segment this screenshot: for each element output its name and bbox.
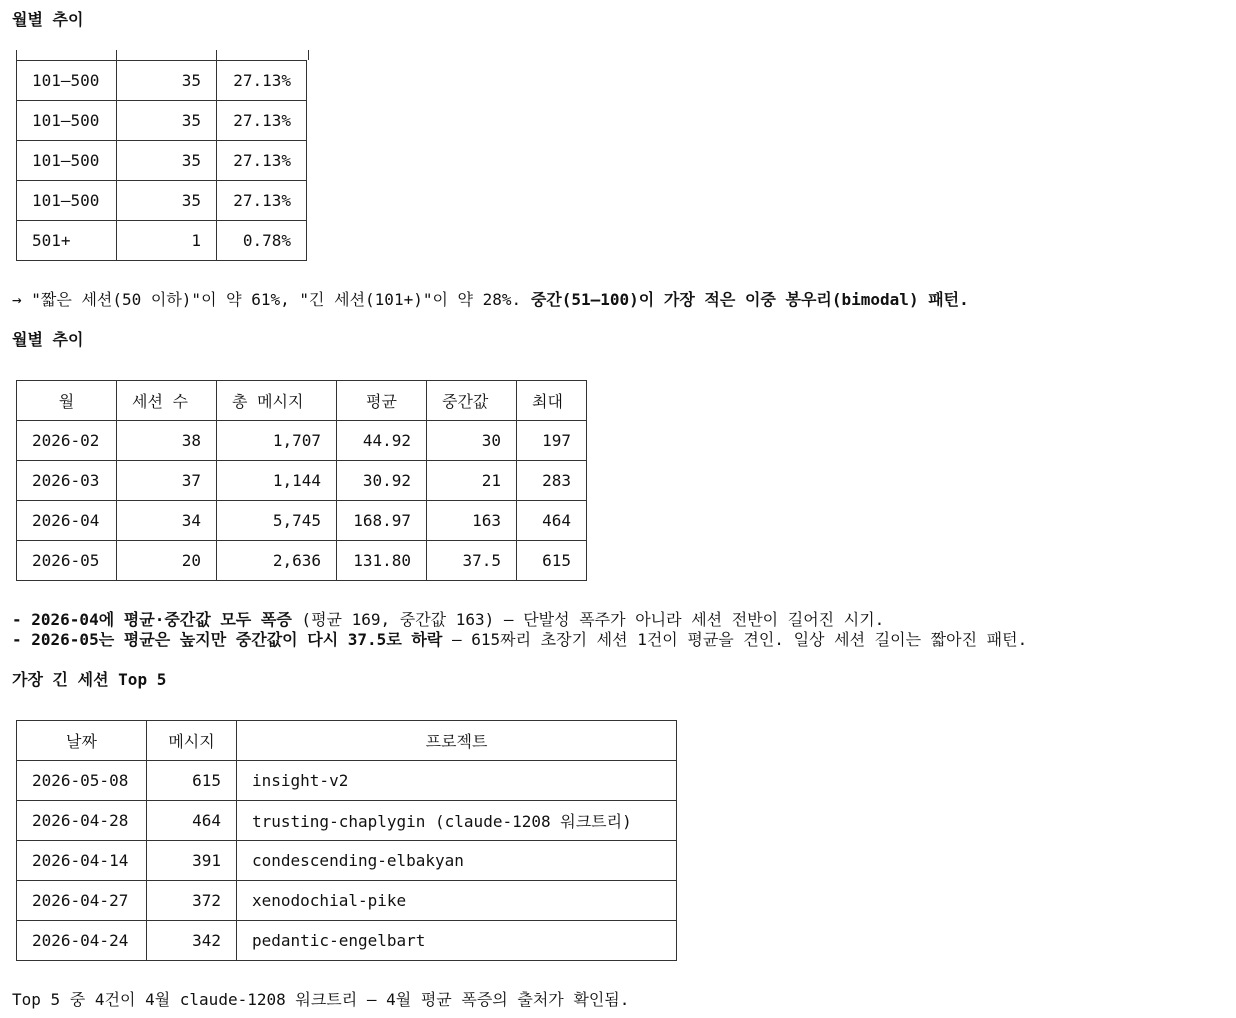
average-cell: 168.97 — [337, 501, 427, 541]
month-cell: 2026-05 — [17, 541, 117, 581]
monthly-trend-heading: 월별 추이 — [12, 330, 84, 349]
max-cell: 283 — [517, 461, 587, 501]
messages-cell: 1,144 — [217, 461, 337, 501]
column-header: 월 — [17, 381, 117, 421]
range-cell: 101–500 — [17, 101, 117, 141]
table-header-row — [17, 381, 587, 421]
date-cell: 2026-04-28 — [17, 801, 147, 841]
column-header: 메시지 — [147, 721, 237, 761]
column-header: 날짜 — [17, 721, 147, 761]
messages-cell: 372 — [147, 881, 237, 921]
range-cell: 101–500 — [17, 61, 117, 101]
messages-cell: 342 — [147, 921, 237, 961]
footer-note: Top 5 중 4건이 4월 claude-1208 워크트리 — 4월 평균 폭증의 출처가 확인됨. — [12, 990, 630, 1009]
project-cell: trusting-chaplygin (claude-1208 워크트리) — [237, 801, 677, 841]
summary-text: → "짧은 세션(50 이하)"이 약 61%, "긴 세션(101+)"이 약 28%. — [12, 290, 531, 309]
messages-cell: 2,636 — [217, 541, 337, 581]
top-heading: 월별 추이 — [12, 10, 84, 29]
sessions-cell: 38 — [117, 421, 217, 461]
bullet-emphasis: - 2026-04에 평균·중간값 모두 폭증 — [12, 610, 292, 629]
count-cell: 35 — [117, 181, 217, 221]
table-row — [17, 421, 587, 461]
range-cell: 101–500 — [17, 141, 117, 181]
month-cell: 2026-02 — [17, 421, 117, 461]
column-header: 총 메시지 — [217, 381, 337, 421]
monthly-trend-table — [16, 380, 587, 581]
messages-cell: 615 — [147, 761, 237, 801]
date-cell: 2026-04-24 — [17, 921, 147, 961]
date-cell: 2026-04-14 — [17, 841, 147, 881]
average-cell: 131.80 — [337, 541, 427, 581]
column-header: 평균 — [337, 381, 427, 421]
table-row — [17, 921, 677, 961]
table-row — [17, 101, 307, 141]
percent-cell: 27.13% — [217, 141, 307, 181]
table-row — [17, 801, 677, 841]
range-cell: 101–500 — [17, 181, 117, 221]
table-row — [17, 221, 307, 261]
messages-cell: 464 — [147, 801, 237, 841]
messages-cell: 391 — [147, 841, 237, 881]
count-cell: 35 — [117, 101, 217, 141]
percent-cell: 27.13% — [217, 181, 307, 221]
table-row — [17, 841, 677, 881]
median-cell: 21 — [427, 461, 517, 501]
table-row — [17, 461, 587, 501]
messages-cell: 5,745 — [217, 501, 337, 541]
date-cell: 2026-05-08 — [17, 761, 147, 801]
table-header-row — [17, 721, 677, 761]
project-cell: condescending-elbakyan — [237, 841, 677, 881]
bullet-item — [12, 610, 884, 630]
bullet-item — [12, 630, 1027, 650]
bullet-emphasis: - 2026-05는 평균은 높지만 중간값이 다시 37.5로 하락 — [12, 630, 443, 649]
max-cell: 197 — [517, 421, 587, 461]
month-cell: 2026-03 — [17, 461, 117, 501]
range-cell: 501+ — [17, 221, 117, 261]
column-header: 중간값 — [427, 381, 517, 421]
percent-cell: 27.13% — [217, 61, 307, 101]
max-cell: 615 — [517, 541, 587, 581]
month-cell: 2026-04 — [17, 501, 117, 541]
table-row — [17, 181, 307, 221]
percent-cell: 27.13% — [217, 101, 307, 141]
date-cell: 2026-04-27 — [17, 881, 147, 921]
distribution-table — [16, 60, 307, 261]
bullet-text: — 615짜리 초장기 세션 1건이 평균을 견인. 일상 세션 길이는 짧아진 패턴. — [442, 630, 1028, 649]
column-header: 세션 수 — [117, 381, 217, 421]
summary-line — [12, 290, 969, 310]
table-row — [17, 141, 307, 181]
sessions-cell: 37 — [117, 461, 217, 501]
column-header: 최대 — [517, 381, 587, 421]
median-cell: 37.5 — [427, 541, 517, 581]
bullet-text: (평균 169, 중간값 163) — 단발성 폭주가 아니라 세션 전반이 길어진 시기. — [291, 610, 885, 629]
distribution-table-top-border-stub — [16, 50, 309, 60]
percent-cell: 0.78% — [217, 221, 307, 261]
table-row — [17, 881, 677, 921]
max-cell: 464 — [517, 501, 587, 541]
median-cell: 30 — [427, 421, 517, 461]
average-cell: 30.92 — [337, 461, 427, 501]
table-row — [17, 501, 587, 541]
count-cell: 1 — [117, 221, 217, 261]
sessions-cell: 34 — [117, 501, 217, 541]
column-header: 프로젝트 — [237, 721, 677, 761]
table-row — [17, 541, 587, 581]
summary-emphasis: 중간(51–100)이 가장 적은 이중 봉우리(bimodal) 패턴. — [530, 290, 969, 309]
messages-cell: 1,707 — [217, 421, 337, 461]
count-cell: 35 — [117, 61, 217, 101]
top5-sessions-table — [16, 720, 677, 961]
top5-heading: 가장 긴 세션 Top 5 — [12, 670, 167, 689]
sessions-cell: 20 — [117, 541, 217, 581]
project-cell: insight-v2 — [237, 761, 677, 801]
table-row — [17, 61, 307, 101]
median-cell: 163 — [427, 501, 517, 541]
average-cell: 44.92 — [337, 421, 427, 461]
table-row — [17, 761, 677, 801]
project-cell: pedantic-engelbart — [237, 921, 677, 961]
project-cell: xenodochial-pike — [237, 881, 677, 921]
count-cell: 35 — [117, 141, 217, 181]
